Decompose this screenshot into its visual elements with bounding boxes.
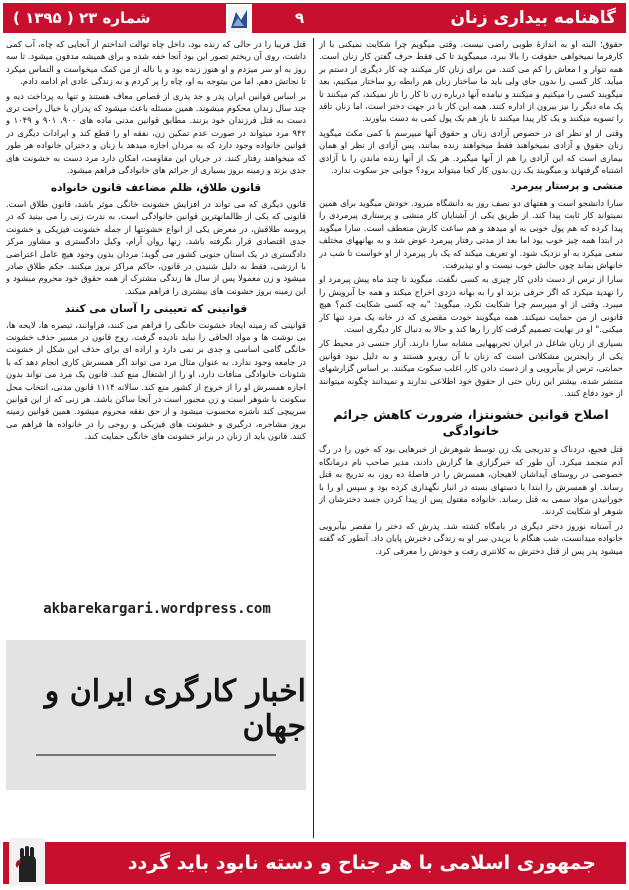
article-headline: اصلاح قوانین خشونتزا، ضرورت کاهش جرائم خانوادگی (333, 407, 609, 439)
page-header (3, 3, 626, 33)
page-footer (3, 842, 626, 884)
article-paragraph: قتل فجیع، دردناک و تدریجی یک زن توسط شوهرش از خبرهایی بود که خون را در رگ آدم منجمد میکرد. آن طور که خبرگزاری ها گزارش دادند، مدیر صاحب نام درمانگاه خصوصی در روستای آیداشان لاهیجان، همسرش را در فاصلهٔ ده روز، به تدریج به قتل رساند. او همسرش را ابتدا با دستهای بسته در انبار نگهداری کرده بود و سپس او را با خورانیدن مواد سمی به قتل رساند. خانواده مقتول پس از پیدا کردن جسد دخترشان از شوهر او شکایت کردند. (319, 444, 623, 517)
issue-number: شماره ۲۳ ( ۱۳۹۵ ) (13, 9, 151, 27)
article-paragraph: قتل فریبا را در حالی که زنده بود، داخل چاه توالت انداختم از آنجایی که چاه، آب کمی داشت، روی آن ریختم تصور این بود آنجا خفه شده و برای همیشه مدفون میشود. تا سه روز به او سر میزدم و او هنوز زنده بود و با ناله از من کمک میخواست و التماس میکرد تا نجاتش دهم. اما من بیتوجه به او، چاه را پر کردم و به زندگی عادی ام ادامه دادم. (6, 39, 306, 87)
article-paragraph: در آستانه نوروز دختر دیگری در بامگاه کشته شد. پدرش که دختر را مقصر بیآبرویی خانواده میدانست، شب هنگام با بریدن سر او به زندگی دخترش پایان داد. آنطور که گفته میشود پدر پس از قتل دخترش به کلانتری رفت و خودش را معرفی کرد. (319, 520, 623, 556)
section-heading: قانون طلاق، ظلم مضاعف قانون خانواده (50, 182, 262, 195)
ad-title: اخبار کارگری ایران و جهان (44, 674, 306, 744)
article-paragraph: قانون دیگری که می تواند در افزایش خشونت خانگی موثر باشد، قانون طلاق است. قانونی که یکی از ظالمانهترین قوانین خانوادگی است. به ندرت زنی را می بینید که در پروسه طلاقش، در معرض یکی از انواع خشونتها از جمله خشونت فیزیکی و خشونت جدی اقتصادی قرار نگرفته باشد. زنها روان آرام، وکیل دادگستری و مشاور مرکز دادگستری در یک استان جنوبی کشور می گوید: مردان بدون وجود هیچ عامل اعتراضی با ارزشی، فقط به دلیل شنیدن در قانون، حاکم مراکز بروز میکنند. حکم طلاق صادر میشود و زن معمولا پس از سال ها زندگی مشترک از همه حقوق خود محروم میشود و این زمینه بروز خشونت های بیشتری را فراهم میکند. (6, 198, 306, 296)
section-heading: منشی و پرستار پیرمرد (510, 181, 623, 193)
website-link[interactable]: akbarekargari.wordpress.com (43, 601, 271, 617)
advertisement-banner (6, 640, 306, 790)
right-column (319, 38, 623, 843)
article-paragraph: وقتی از او نظر ای در خصوص آزادی زنان و حقوق آنها میپرسم با کمی مکث میگوید زنان حقوق و آزادی نمیخواهند فقط میخواهند زنده بمانند، پس آزادی از نظر او همان بیماری است که این آزادی را هم از آنها میگیرد. هر یک از آنها زنده ماندن را با آزادی اشتباه گرفتهاند و میگویند یک زن بدون کار کجا میتواند برود؟ جوابی جز سکوت ندارد. (319, 127, 623, 176)
article-paragraph: حقوق؛ البته او به اندازۀ طوبی راضی نیست. وقتی میگویم چرا شکایت نمیکنی با از کارفرما نمیخواهی حقوقت را بالا ببرد، میمیگوید تا کی فقط حرف گفتن کار زنان است. همه تنوار و ا معاش را کم می کنند. من برای زنان کار میکنند چه کار دیگری از دستم بر میآید. کار کسی را بدون جای ولی باید ما ساختار زنان هم رابطه رو ساختار میکنیم، بعد میگویند کسی را میکنیم و میکنند و نیامده آنها درباره زن تا کار را تاز نمیکند، کم میکنند تا یک ماه دیگر را نیز بیرون از اداره کنند. همه این کار با در جهت دختر است، اما زنان تاقد را تسویه میکنند و یک کار پیدا میکنند تا باز هم یک پول کمی به دست بیاورند. (319, 39, 623, 124)
page-number: ۹ (295, 9, 305, 27)
article-paragraph: سارا دانشجو است و هفتهای دو نصف روز به دانشگاه میرود. خودش میگوید برای همین نمیتواند کار ثابت پیدا کند. از طریق یکی از آشنایان کار منشی و پرستاری پیرمردی را پیدا کرده که هم پول خوبی به او میدهد و هم ساعت کارش منعطف است. سارا میگوید در ابتدا همه چیز خوب بود اما بعد از مدتی رفتار پیرمرد عوض شد و به بهانههای مختلف سعی میکرد به او نزدیک شود. او تعریف میکند که یک بار پیرمرد از او خواست تا شب در خانهاش بماند چون حالش خوب نیست و او نپذیرفت. (319, 197, 623, 270)
footer-slogan: جمهوری اسلامی با هر جناح و دسته نابود باید گردد (127, 852, 596, 874)
raised-fist-icon (9, 838, 45, 886)
publication-logo-icon (226, 4, 252, 34)
left-column (6, 38, 306, 568)
article-paragraph: قوانینی که زمینه ایجاد خشونت خانگی را فراهم می کنند، فراوانند، تبصره ها، لایحه ها، بی نوشت ها و مواد الحاقی را نباید نادیده گرفت. روح قانون در مسیر حذف خشونت خانگی گامی اساسی و جدی بر نمی دارد و اراده ای برای حذف این شکل از خشونت در جامعه وجود ندارد. به عنوان مثال مرد می تواند اگر همسرش کاری انجام دهد که با شئونات خانوادگی منافات دارد، او را از اشتغال منع کند. قانون یک مرد می تواند بدون اجازه همسرش او را از خروج از کشور منع کند. سالانه ۱۱۱۴ قانون مدنی، انتخاب محل سکونت با شوهر است و زن مجبور است در آنجا ساکن باشد. هر زنی که از این قوانین سرپیچی کند ناشزه محسوب میشود و از حق نفقه محروم میشود. همین قوانین زمینه بروز مشاجره، درگیری و خشونت های فیزیکی و روحی را در خانواده ها فراهم می کنند. قانون باید از زنان در برابر خشونت های خانگی حمایت کند. (6, 319, 306, 442)
publication-title: گاهنامه بیداری زنان (450, 8, 616, 28)
ad-underline (36, 754, 276, 756)
article-paragraph: بسیاری از زنان شاغل در ایران تجربههایی مشابه سارا دارند. آزار جنسی در محیط کار یکی از رایجترین مشکلاتی است که زنان با آن روبرو هستند و به دلیل نبود قوانین حمایتی، ترس از بیآبرویی و از دست دادن کار، اغلب سکوت میکنند. بر اساس گزارشهای منتشر شده، بیشتر این زنان حتی از حقوق خود اطلاعی ندارند و نمیدانند چگونه میتوانند از خود دفاع کنند. (319, 338, 623, 398)
article-paragraph: سارا از ترس از دست دادن کار چیزی به کسی نگفت. میگوید تا چند ماه پیش پیرمرد او را تهدید میکرد که اگر حرفی بزند او را به بهانه دزدی اخراج میکند و همه جا آبرویش را میبرد. وقتی از او میپرسم چرا شکایت نکرد، میگوید: "به چه کسی شکایت کنم؟ هیچ قانونی از من حمایت نمیکند. همه میگویند خودت مقصری که در خانه یک مرد تنها کار میکنی." او در نهایت تصمیم گرفت کار را رها کند و حالا به دنبال کار دیگری است. (319, 274, 623, 334)
column-divider (313, 38, 314, 838)
section-heading: قوانینی که تعیینی را آسان می کنند (64, 303, 248, 316)
article-paragraph: بر اساس قوانین ایران پدر و جد پدری از قصاص معاف هستند و تنها به پرداخت دیه و چند سال زندان محکوم میشوند. همین مسئله باعث میشود که پدران با خیال راحت تری دست به قتل فرزندان خود بزنند. مطابق قوانین مدنی ماده های ۹۰۰، ۹۰۱ و ۱۰۴۹ و ۹۴۲ مرد میتواند در صورت عدم تمکین زن، نفقه او را قطع کند و ایرادات دیگری در قوانین خانواده وجود دارد که به مردان اجازه میدهد با زنان و دختران خانواده هر طور که میخواهند رفتار کنند. در جریان این مقاومت، امکان دارد مرد دست به خشونت های جدی بزند و زمینه بروز بسیاری از جرائم های خانوادگی فراهم میشود. (6, 90, 306, 176)
